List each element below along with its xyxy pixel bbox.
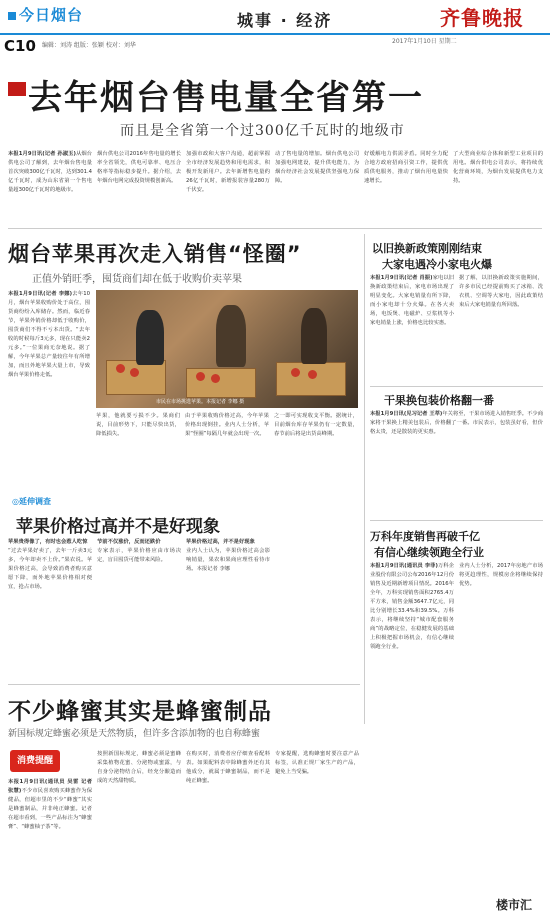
main-col-1 [8,150,92,222]
apple-col-4: 之一即可实现收支平衡。据统计，目前烟台库存苹果仍有一定数量，春节前后将是出货高峰期。 [274,413,358,437]
main-lead: 本报1月9日讯(记者 孙淑玉) [8,151,76,157]
q2-body: 专家表示，苹果价格应由市场决定，盲目囤货可能带来风险。 [97,548,181,563]
extended-tag: ◎延伸调查 [12,497,51,506]
fruit-crate [276,362,346,396]
column-mark: 楼市汇 [496,898,533,912]
main-col-3: 加强市政和大客户沟通，超前掌握全市经济发展趋势和用电需求，积极开发新用户。去年新增售电量约26亿千瓦时，新增报装容量280万千伏安。 [186,151,270,193]
section-center: 城事 · 经济 [237,11,333,30]
main-subheadline: 而且是全省第一个过300亿千瓦时的地级市 [120,123,405,139]
editors-line: 编辑：刘涛 组版：张颖 校对：刘华 [42,42,136,49]
honey-lead: 本报1月9日讯(通讯员 吴雷 记者 张慧) [8,779,92,794]
vanke-subheadline: 有信心继续领跑全行业 [374,546,484,559]
photo-caption: 市民在市场挑选苹果。本报记者 李娜 摄 [156,399,245,405]
apple-col-3: 由于苹果收购价格过高，今年苹果价格出现倒挂。业内人士分析，苹果“怪圈”每隔几年就会出现一次。 [185,413,269,437]
main-col-6: 了大型商业综合体和新型工业项目的用电。烟台供电公司表示，将持续优化营商环境，为烟台发展提供电力支持。 [453,151,543,184]
divider [370,520,543,521]
vanke-col-2: 业内人士分析，2017年房地产市场将更趋理性，规模房企将继续保持优势。 [459,563,543,587]
extended-col-3 [186,538,270,678]
apple-headline: 烟台苹果再次走入销售“怪圈” [8,242,302,266]
apple-col-1-text: 去年10月，烟台苹果收购价处于高位，囤货商纷纷入库储存。然而，临近春节，苹果外销价格却低于收购价，囤货商们不得不亏本出货。“去年收的时候每斤3元多，现在只能卖2元多。”一位果商无奈地说。据了解，今年苹果总产量较往年有所增加，而且外地苹果大量上市，导致烟台苹果价格走低。 [8,291,90,378]
arrow-icon [8,82,26,96]
honey-headline: 不少蜂蜜其实是蜂蜜制品 [8,699,272,725]
fruit-lead: 本报1月9日讯(见习记者 王萃) [370,411,443,417]
square-icon [8,12,16,20]
main-col-5: 好缓解电力供需矛盾。同时全力配合地方政府招商引资工作，提供优质供电服务，推动了烟台用电量快速增长。 [364,151,448,184]
person [136,310,164,365]
honey-col-3: 在购买时，消费者应仔细查看配料表。如果配料表中除蜂蜜外还有其他成分，就属于蜂蜜制品，而不是纯正蜂蜜。 [186,751,270,784]
apple [291,368,300,377]
newspaper-logo: 齐鲁晚报 [440,6,524,30]
honey-col-2: 按照新国标规定，蜂蜜必须是蜜蜂采集植物花蜜、分泌物或蜜露，与自身分泌物结合后，经充分酿造而成的天然甜物质。 [97,751,181,784]
vanke-lead: 本报1月9日讯(通讯员 李菲) [370,563,438,569]
main-headline: 去年烟台售电量全省第一 [28,78,424,118]
extended-col-2 [97,538,181,678]
main-col-4: 动了售电量的增加。烟台供电公司加强电网建设，提升供电能力，为烟台经济社会发展提供坚强电力保障。 [275,151,359,184]
vanke-headline: 万科年度销售再破千亿 [370,530,480,543]
person [301,308,327,364]
fruit-body [370,410,543,470]
q1-body: “过去苹果好卖了，去年一斤卖3元多，今年却卖不上价。”果农说。苹果价格过高，会导致消费者购买意愿下降，而外地苹果价格相对便宜，抢占市场。 [8,548,92,590]
q3-body: 业内人士认为，苹果价格过高会影响销量，果农和果商应理性看待市场。本报记者 李娜 [186,548,270,572]
vanke-col-1 [370,562,454,862]
apple [116,364,125,373]
section-tag [8,4,83,25]
main-col-2: 烟台供电公司2016年售电量的增长率全省领先，供电可靠率、电压合格率等指标稳步提升。据介绍，去年烟台电网完成投资规模创新高。 [97,151,181,184]
column-divider [364,234,365,724]
consumer-alert-badge: 消费提醒 [10,750,60,772]
honey-col-1-text: 不少市民喜欢购买蜂蜜作为保健品，但超市里的不少“蜂蜜”其实是蜂蜜制品，并非纯正蜂蜜。记者在超市看到，一些产品标注为“蜂蜜膏”、“蜂蜜柚子茶”等。 [8,788,92,830]
q2-title: 节前不仅涨价，反而还跌价 [97,539,161,545]
honey-col-1 [8,778,92,918]
divider [8,228,542,229]
section-label: 今日烟台 [19,6,84,24]
q1-title: 苹果贵得像了，有时也会惹人吃惊 [8,539,88,545]
extended-col-1 [8,538,92,678]
apple-subheadline: 正值外销旺季，囤货商们却在低于收购价卖苹果 [32,274,242,285]
vanke-body: 万科企业股份有限公司公布2016年12月份销售及近期新增项目情况。2016年全年，万科实现销售面积2765.4万平方米，销售金额3647.7亿元，同比分别增长33.4%和39.5%。万科表示，将继续坚持“城市配套服务商”的战略定位，在稳健发展的基础上积极把握市场机会，有信心继续领跑全行业。 [370,563,454,650]
fruit-headline: 干果换包装价格翻一番 [384,394,494,407]
fruit-text: 年关将至，干果市场进入销售旺季。不少商家将干果换上精美包装后，价格翻了一番。市民表示，包装虽好看，但价格太贵，还是散装的更实惠。 [370,411,543,435]
apple-col-1 [8,290,90,490]
main-col-1-text: 从烟台供电公司了解到，去年烟台售电量首次突破300亿千瓦时，达到301.4亿千瓦时，成为山东省第一个售电量超300亿千瓦时的地级市。 [8,151,92,193]
person [216,305,246,367]
issue-date: 2017年1月10日 星期二 [392,38,457,45]
divider [370,386,543,387]
honey-col-4: 专家提醒，选购蜂蜜时要注意产品标签，认准正规厂家生产的产品，避免上当受骗。 [275,751,359,775]
tradein-subheadline: 大家电遇冷小家电火爆 [382,258,492,271]
q3-title: 苹果价格过高，并不是好现象 [186,539,255,545]
divider [8,684,360,685]
header-rule [0,33,550,35]
page-number: C10 [4,37,36,55]
tradein-col-2: 据了解，以旧换新政策实施期间，许多市民已经提前购买了冰箱、洗衣机、空调等大家电，因此政策结束后大家电销量有所回落。 [459,275,543,308]
apple [196,372,205,381]
apple-market-photo [96,290,358,408]
apple-col-2: 苹果，他就要亏损不少。果商们说，目前形势下，只能尽快出货，降低损失。 [96,413,180,437]
apple [308,370,317,379]
tradein-body: 家电以旧换新政策结束后，家电市场出现了明显变化。大家电销量有所下降，而小家电却十分火爆。在各大卖场，电饭煲、电磁炉、豆浆机等小家电销量上涨，价格也比较实惠。 [370,275,454,326]
tradein-headline: 以旧换新政策刚刚结束 [372,242,482,255]
tradein-col-1 [370,274,454,384]
fruit-crate [106,360,166,395]
apple [130,368,139,377]
apple-lead: 本报1月9日讯(记者 李娜) [8,291,73,297]
apple [211,374,220,383]
honey-subheadline: 新国标规定蜂蜜必须是天然物质，但许多含添加物的也自称蜂蜜 [8,729,261,739]
extended-headline: 苹果价格过高并不是好现象 [16,517,220,537]
tradein-lead: 本报1月9日讯(记者 肖振) [370,275,433,281]
